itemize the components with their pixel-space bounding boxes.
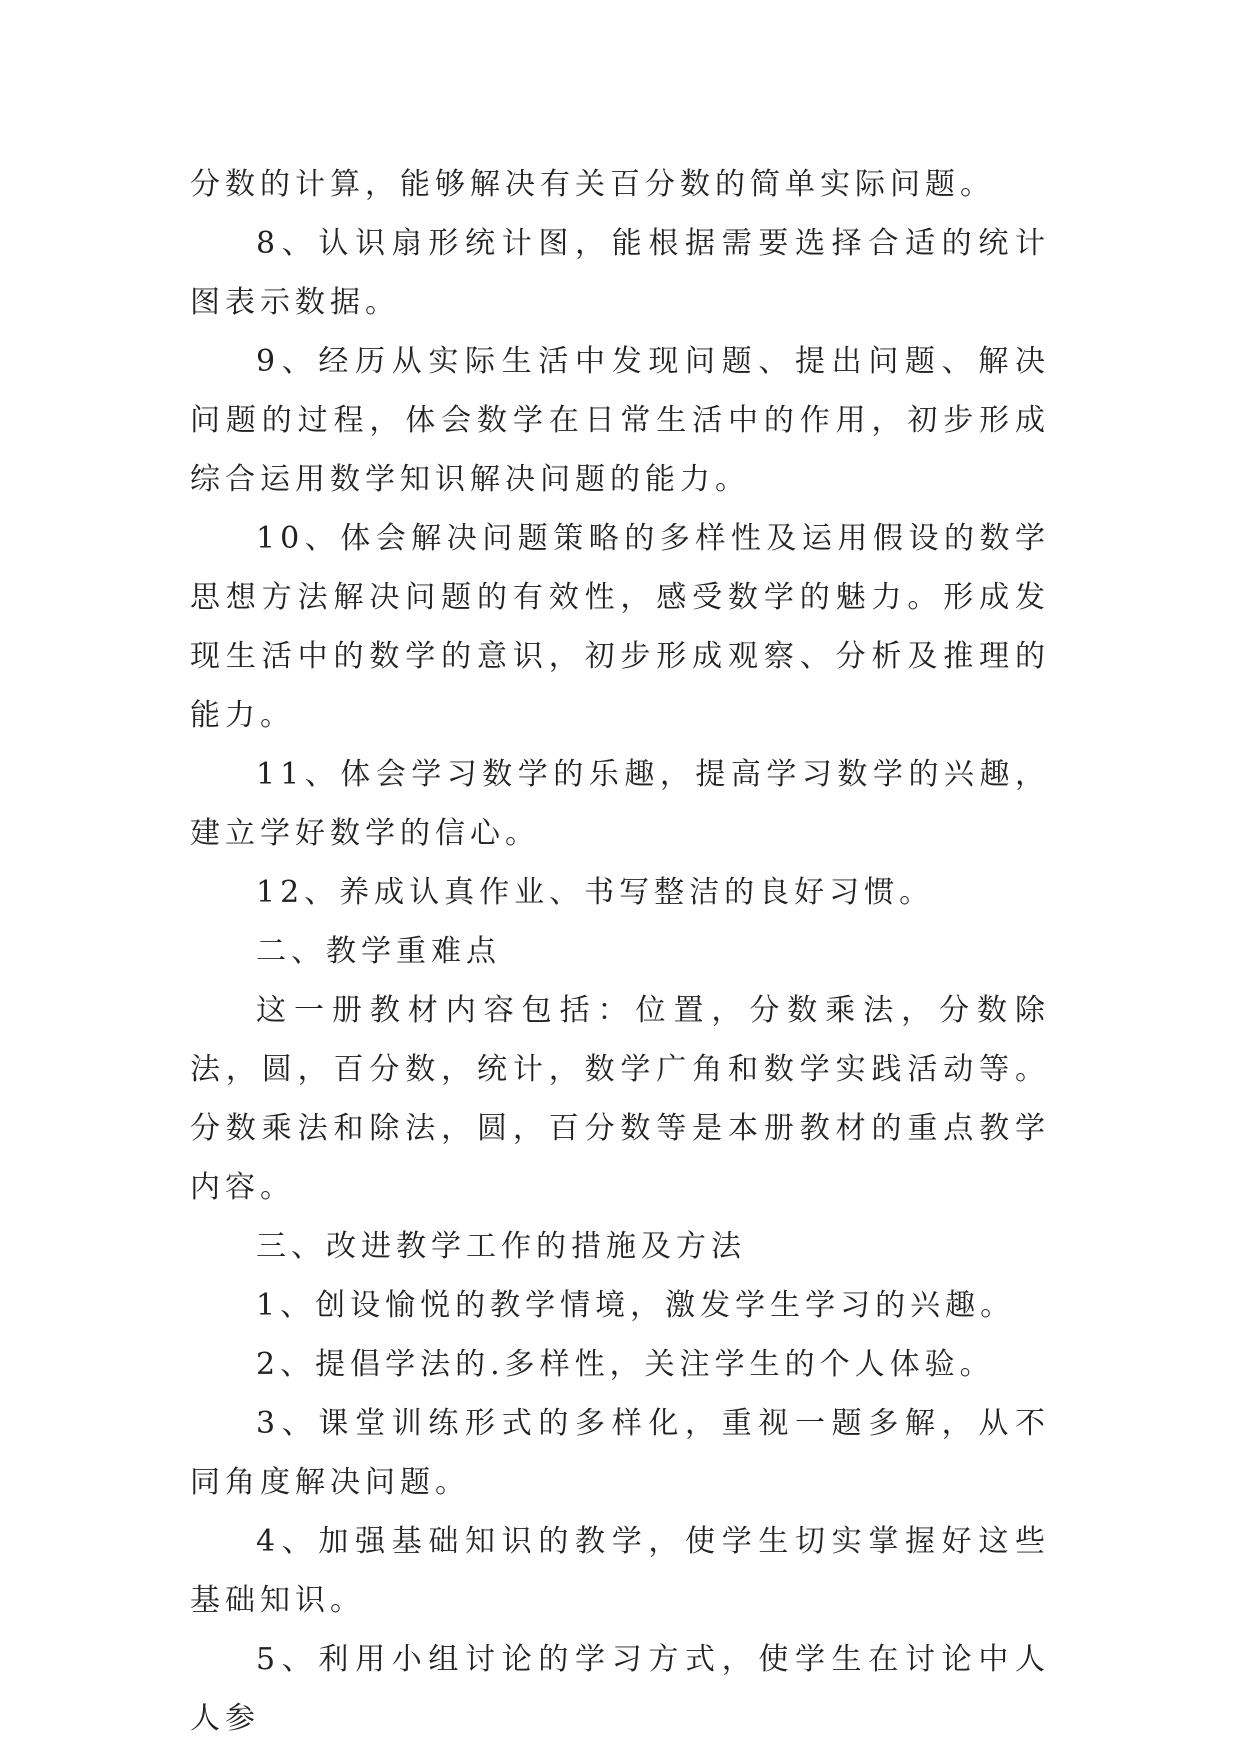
paragraph-continuation: 分数的计算，能够解决有关百分数的简单实际问题。 xyxy=(190,167,995,202)
paragraph-measure-5: 5、利用小组讨论的学习方式，使学生在讨论中人人参 xyxy=(190,1642,1050,1736)
paragraph-textbook-content: 这一册教材内容包括：位置，分数乘法，分数除法，圆，百分数，统计，数学广角和数学实践活动等。分数乘法和除法，圆，百分数等是本册教材的重点教学内容。 xyxy=(190,993,1050,1205)
section-heading-key-points: 二、教学重难点 xyxy=(256,934,501,969)
paragraph-item-10: 10、体会解决问题策略的多样性及运用假设的数学思想方法解决问题的有效性，感受数学的魅力。形成发现生活中的数学的意识，初步形成观察、分析及推理的能力。 xyxy=(190,521,1050,733)
paragraph-item-12: 12、养成认真作业、书写整洁的良好习惯。 xyxy=(256,875,935,910)
paragraph-item-8: 8、认识扇形统计图，能根据需要选择合适的统计图表示数据。 xyxy=(190,226,1050,320)
document-body xyxy=(190,155,1050,1748)
paragraph-measure-4: 4、加强基础知识的教学，使学生切实掌握好这些基础知识。 xyxy=(190,1524,1050,1618)
paragraph-measure-3: 3、课堂训练形式的多样化，重视一题多解，从不同角度解决问题。 xyxy=(190,1406,1050,1500)
section-heading-measures: 三、改进教学工作的措施及方法 xyxy=(256,1229,746,1264)
paragraph-item-9: 9、经历从实际生活中发现问题、提出问题、解决问题的过程，体会数学在日常生活中的作用，初步形成综合运用数学知识解决问题的能力。 xyxy=(190,344,1050,497)
paragraph-item-11: 11、体会学习数学的乐趣，提高学习数学的兴趣，建立学好数学的信心。 xyxy=(190,757,1050,851)
paragraph-measure-1: 1、创设愉悦的教学情境，激发学生学习的兴趣。 xyxy=(256,1288,1016,1323)
paragraph-measure-2: 2、提倡学法的.多样性，关注学生的个人体验。 xyxy=(256,1347,995,1382)
